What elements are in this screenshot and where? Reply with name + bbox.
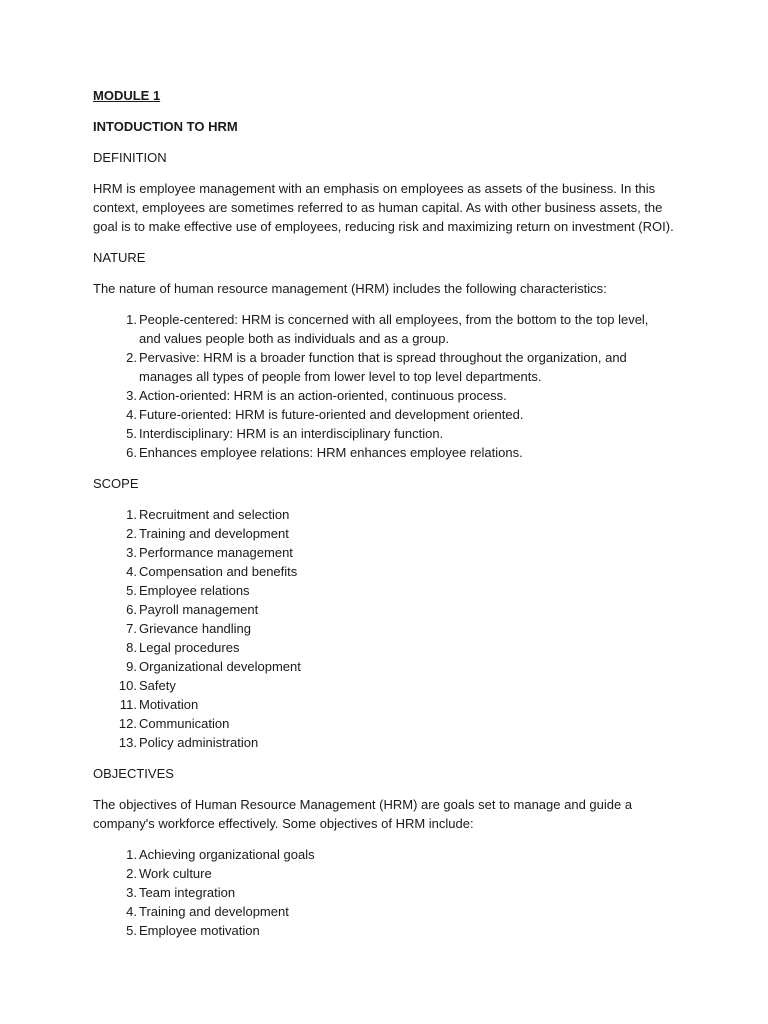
list-text: Organizational development [139,659,301,674]
scope-heading: SCOPE [93,476,139,491]
list-item [93,619,683,638]
scope-list [93,505,683,752]
list-item [93,581,683,600]
list-number: 5. [126,583,137,598]
definition-heading: DEFINITION [93,150,167,165]
objectives-list [93,845,683,940]
list-number: 2. [126,350,137,365]
list-item [93,524,683,543]
list-text: Performance management [139,545,293,560]
definition-line: context, employees are sometimes referred to as human capital. As with other business assets, the [93,200,663,215]
list-item [93,310,683,348]
list-text: Grievance handling [139,621,252,636]
list-text: Pervasive: HRM is a broader function that is spread throughout the organization, and [139,350,627,365]
list-item [93,864,683,883]
list-item [93,902,683,921]
nature-intro: The nature of human resource management (HRM) includes the following characteristics: [93,281,607,296]
list-number: 13. [118,735,137,750]
list-number: 4. [126,564,137,579]
list-text: Training and development [139,904,289,919]
list-number: 8. [126,640,137,655]
list-text: Legal procedures [139,640,240,655]
list-text: Action-oriented: HRM is an action-oriented, continuous process. [139,388,507,403]
list-text: Employee motivation [139,923,260,938]
list-item [93,883,683,902]
list-text: Future-oriented: HRM is future-oriented and development oriented. [139,407,524,422]
list-text: Communication [139,716,230,731]
list-number: 10. [118,678,137,693]
list-item [93,638,683,657]
objectives-line: The objectives of Human Resource Management (HRM) are goals set to manage and guide a [93,797,633,812]
module-title: MODULE 1 [93,88,161,103]
objectives-paragraph [93,795,683,833]
list-text: Employee relations [139,583,250,598]
list-text: manages all types of people from lower level to top level departments. [139,369,542,384]
definition-paragraph [93,179,683,236]
list-item [93,600,683,619]
list-text: Team integration [139,885,236,900]
list-number: 2. [126,526,137,541]
list-item [93,543,683,562]
document-page [93,86,683,940]
list-item [93,921,683,940]
list-item [93,845,683,864]
list-item [93,443,683,462]
section-title: INTODUCTION TO HRM [93,119,238,134]
list-text: Policy administration [139,735,259,750]
list-number: 4. [126,407,137,422]
list-item [93,676,683,695]
list-number: 3. [126,545,137,560]
list-item [93,386,683,405]
list-number: 12. [118,716,137,731]
list-item [93,733,683,752]
list-item [93,657,683,676]
list-number: 3. [126,885,137,900]
list-item [93,562,683,581]
definition-line: HRM is employee management with an emphasis on employees as assets of the business. In this [93,181,656,196]
list-text: Compensation and benefits [139,564,298,579]
list-item [93,505,683,524]
list-text: Safety [139,678,176,693]
list-number: 5. [126,923,137,938]
nature-list [93,310,683,462]
list-text: Recruitment and selection [139,507,290,522]
list-number: 11. [119,697,137,712]
list-number: 1. [126,847,137,862]
list-number: 1. [126,312,137,327]
list-text: Enhances employee relations: HRM enhances employee relations. [139,445,523,460]
objectives-line: company's workforce effectively. Some objectives of HRM include: [93,816,474,831]
list-text: and values people both as individuals and as a group. [139,331,450,346]
objectives-heading: OBJECTIVES [93,766,174,781]
list-number: 7. [126,621,137,636]
list-number: 3. [126,388,137,403]
list-text: Payroll management [139,602,259,617]
list-number: 2. [126,866,137,881]
list-item [93,348,683,386]
list-item [93,424,683,443]
list-number: 4. [126,904,137,919]
list-number: 5. [126,426,137,441]
list-text: Training and development [139,526,289,541]
list-number: 9. [126,659,137,674]
list-text: Motivation [139,697,199,712]
list-text: Interdisciplinary: HRM is an interdisciplinary function. [139,426,444,441]
list-item [93,695,683,714]
list-number: 6. [126,602,137,617]
list-item [93,405,683,424]
list-text: People-centered: HRM is concerned with all employees, from the bottom to the top level, [139,312,649,327]
list-number: 1. [126,507,137,522]
list-text: Work culture [139,866,212,881]
list-number: 6. [126,445,137,460]
definition-line: goal is to make effective use of employees, reducing risk and maximizing return on investment (ROI). [93,219,674,234]
list-text: Achieving organizational goals [139,847,315,862]
list-item [93,714,683,733]
nature-heading: NATURE [93,250,146,265]
